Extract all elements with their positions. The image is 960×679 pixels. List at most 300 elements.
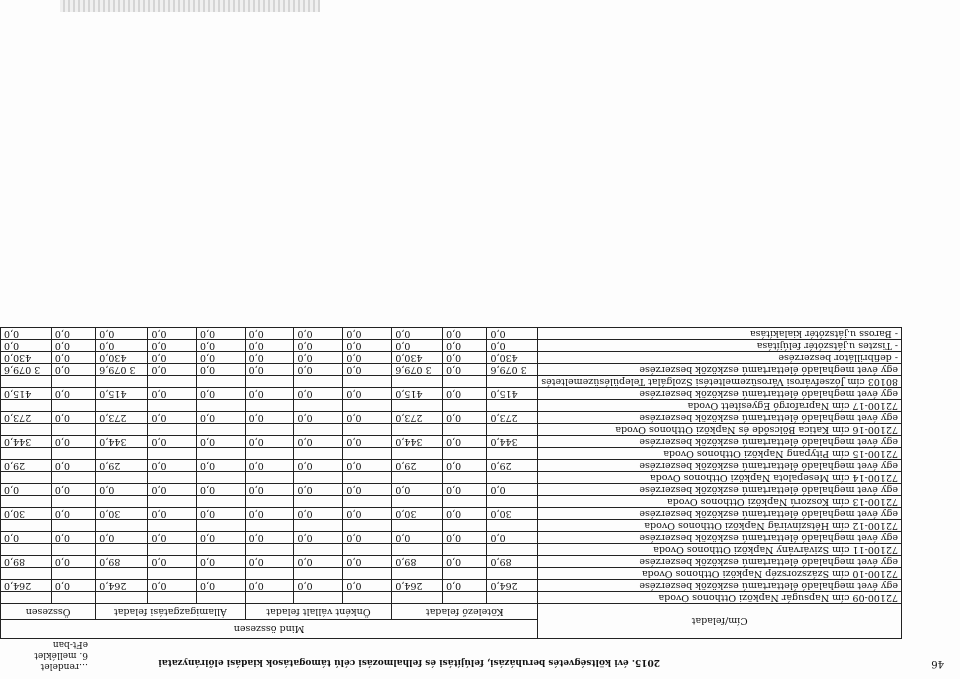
value-cell: 30,0 bbox=[1, 508, 52, 520]
value-cell: 0,0 bbox=[96, 328, 148, 340]
row-label: egy évet meghaladó élettartamú eszközök beszerzése bbox=[538, 364, 902, 376]
value-cell: 89,0 bbox=[487, 556, 538, 568]
empty-cell bbox=[487, 496, 538, 508]
value-cell: 0,0 bbox=[343, 340, 392, 352]
empty-cell bbox=[487, 376, 538, 388]
empty-cell bbox=[343, 448, 392, 460]
value-cell: 0,0 bbox=[245, 532, 294, 544]
value-cell: 0,0 bbox=[245, 412, 294, 424]
value-cell: 3 079,6 bbox=[392, 364, 443, 376]
empty-cell bbox=[148, 472, 197, 484]
value-cell: 0,0 bbox=[245, 388, 294, 400]
value-cell: 0,0 bbox=[443, 328, 487, 340]
value-cell: 0,0 bbox=[294, 460, 343, 472]
value-cell: 0,0 bbox=[197, 484, 246, 496]
table-row bbox=[1, 532, 902, 544]
value-cell: 344,0 bbox=[1, 436, 52, 448]
row-label: - Baross u.játszótér kialakítása bbox=[538, 328, 902, 340]
value-cell: 0,0 bbox=[343, 352, 392, 364]
value-cell: 273,0 bbox=[96, 412, 148, 424]
section-title: 72100-10 cím Százszorszép Napközi Otthonos Óvoda bbox=[538, 568, 902, 580]
value-cell: 0,0 bbox=[294, 532, 343, 544]
value-cell: 0,0 bbox=[51, 388, 95, 400]
empty-cell bbox=[392, 400, 443, 412]
row-label: egy évet meghaladó élettartamú eszközök beszerzése bbox=[538, 388, 902, 400]
section-title-row bbox=[1, 424, 902, 436]
value-cell: 0,0 bbox=[294, 388, 343, 400]
empty-cell bbox=[392, 424, 443, 436]
value-cell: 0,0 bbox=[51, 364, 95, 376]
empty-cell bbox=[1, 400, 52, 412]
empty-cell bbox=[245, 496, 294, 508]
value-cell: 430,0 bbox=[1, 352, 52, 364]
value-cell: 0,0 bbox=[148, 352, 197, 364]
section-title-row bbox=[1, 376, 902, 388]
empty-cell bbox=[96, 568, 148, 580]
empty-cell bbox=[245, 568, 294, 580]
value-cell: 3 079,6 bbox=[487, 364, 538, 376]
value-cell: 273,0 bbox=[1, 412, 52, 424]
empty-cell bbox=[487, 544, 538, 556]
value-cell: 0,0 bbox=[443, 388, 487, 400]
column-header-total: Összesen bbox=[1, 604, 96, 620]
empty-cell bbox=[343, 376, 392, 388]
empty-cell bbox=[51, 568, 95, 580]
empty-cell bbox=[51, 592, 95, 604]
value-cell: 0,0 bbox=[245, 556, 294, 568]
value-cell: 0,0 bbox=[1, 532, 52, 544]
value-cell: 0,0 bbox=[148, 484, 197, 496]
value-cell: 0,0 bbox=[392, 484, 443, 496]
empty-cell bbox=[392, 544, 443, 556]
value-cell: 0,0 bbox=[245, 436, 294, 448]
empty-cell bbox=[1, 376, 52, 388]
empty-cell bbox=[487, 448, 538, 460]
empty-cell bbox=[197, 520, 246, 532]
section-title: 72100-12 cím Hétszínvirág Napközi Otthonos Óvoda bbox=[538, 520, 902, 532]
empty-cell bbox=[487, 400, 538, 412]
value-cell: 0,0 bbox=[245, 508, 294, 520]
empty-cell bbox=[1, 544, 52, 556]
empty-cell bbox=[343, 544, 392, 556]
value-cell: 415,0 bbox=[487, 388, 538, 400]
empty-cell bbox=[148, 400, 197, 412]
value-cell: 0,0 bbox=[343, 388, 392, 400]
empty-cell bbox=[197, 424, 246, 436]
empty-cell bbox=[487, 424, 538, 436]
table-row bbox=[1, 388, 902, 400]
value-cell: 0,0 bbox=[148, 556, 197, 568]
table-row bbox=[1, 352, 902, 364]
value-cell: 0,0 bbox=[343, 412, 392, 424]
section-title: 72100-11 cím Szivárvány Napközi Otthonos Óvoda bbox=[538, 544, 902, 556]
value-cell: 0,0 bbox=[294, 508, 343, 520]
section-title-row bbox=[1, 592, 902, 604]
empty-cell bbox=[96, 520, 148, 532]
section-title: 72100-16 cím Katica Bölcsőde és Napközi Otthonos Óvoda bbox=[538, 424, 902, 436]
empty-cell bbox=[443, 544, 487, 556]
value-cell: 0,0 bbox=[392, 328, 443, 340]
value-cell: 0,0 bbox=[96, 484, 148, 496]
value-cell: 430,0 bbox=[96, 352, 148, 364]
empty-cell bbox=[96, 592, 148, 604]
empty-cell bbox=[1, 496, 52, 508]
value-cell: 89,0 bbox=[96, 556, 148, 568]
empty-cell bbox=[148, 424, 197, 436]
value-cell: 0,0 bbox=[443, 412, 487, 424]
value-cell: 0,0 bbox=[294, 364, 343, 376]
empty-cell bbox=[197, 544, 246, 556]
value-cell: 0,0 bbox=[148, 412, 197, 424]
empty-cell bbox=[392, 376, 443, 388]
value-cell: 0,0 bbox=[148, 436, 197, 448]
table-body bbox=[1, 328, 902, 604]
value-cell: 0,0 bbox=[51, 580, 95, 592]
empty-cell bbox=[343, 496, 392, 508]
value-cell: 0,0 bbox=[148, 364, 197, 376]
value-cell: 415,0 bbox=[96, 388, 148, 400]
section-title: 72100-15 cím Pitypang Napközi Otthonos Óvoda bbox=[538, 448, 902, 460]
value-cell: 0,0 bbox=[51, 340, 95, 352]
value-cell: 0,0 bbox=[148, 508, 197, 520]
empty-cell bbox=[294, 472, 343, 484]
value-cell: 0,0 bbox=[245, 352, 294, 364]
value-cell: 344,0 bbox=[392, 436, 443, 448]
empty-cell bbox=[96, 400, 148, 412]
value-cell: 0,0 bbox=[443, 580, 487, 592]
value-cell: 0,0 bbox=[1, 340, 52, 352]
section-title-row bbox=[1, 448, 902, 460]
empty-cell bbox=[294, 376, 343, 388]
value-cell: 0,0 bbox=[51, 532, 95, 544]
empty-cell bbox=[294, 496, 343, 508]
column-header-label: Cím/feladat bbox=[538, 604, 902, 639]
empty-cell bbox=[148, 592, 197, 604]
value-cell: 0,0 bbox=[1, 328, 52, 340]
empty-cell bbox=[443, 592, 487, 604]
value-cell: 0,0 bbox=[245, 328, 294, 340]
column-header-voluntary: Önként vállalt feladat bbox=[245, 604, 392, 620]
table-row bbox=[1, 340, 902, 352]
value-cell: 3 079,6 bbox=[1, 364, 52, 376]
empty-cell bbox=[1, 424, 52, 436]
empty-cell bbox=[392, 448, 443, 460]
empty-cell bbox=[245, 424, 294, 436]
value-cell: 0,0 bbox=[197, 388, 246, 400]
value-cell: 29,0 bbox=[96, 460, 148, 472]
annex-note-line: …rendelet bbox=[40, 661, 88, 671]
empty-cell bbox=[392, 592, 443, 604]
empty-cell bbox=[1, 472, 52, 484]
value-cell: 0,0 bbox=[51, 460, 95, 472]
value-cell: 0,0 bbox=[443, 460, 487, 472]
table-row bbox=[1, 364, 902, 376]
value-cell: 0,0 bbox=[487, 340, 538, 352]
value-cell: 430,0 bbox=[392, 352, 443, 364]
empty-cell bbox=[197, 496, 246, 508]
empty-cell bbox=[294, 400, 343, 412]
empty-cell bbox=[245, 448, 294, 460]
empty-cell bbox=[245, 400, 294, 412]
value-cell: 0,0 bbox=[51, 328, 95, 340]
empty-cell bbox=[294, 544, 343, 556]
column-header-group: Mind összesen bbox=[1, 620, 538, 639]
section-title-row bbox=[1, 568, 902, 580]
section-title-row bbox=[1, 472, 902, 484]
empty-cell bbox=[294, 568, 343, 580]
document-title: 2015. évi költségvetés beruházási, felújítási és felhalmozási célú támogatások kiadási előirányzatai bbox=[158, 657, 660, 667]
empty-cell bbox=[294, 592, 343, 604]
empty-cell bbox=[343, 568, 392, 580]
value-cell: 415,0 bbox=[1, 388, 52, 400]
value-cell: 0,0 bbox=[343, 484, 392, 496]
value-cell: 30,0 bbox=[487, 508, 538, 520]
empty-cell bbox=[443, 448, 487, 460]
value-cell: 0,0 bbox=[294, 484, 343, 496]
appropriations-table bbox=[0, 327, 902, 639]
empty-cell bbox=[443, 400, 487, 412]
empty-cell bbox=[51, 544, 95, 556]
value-cell: 0,0 bbox=[245, 460, 294, 472]
empty-cell bbox=[51, 496, 95, 508]
value-cell: 344,0 bbox=[96, 436, 148, 448]
empty-cell bbox=[443, 376, 487, 388]
value-cell: 0,0 bbox=[343, 328, 392, 340]
page-number: 46 bbox=[931, 658, 944, 669]
empty-cell bbox=[294, 448, 343, 460]
value-cell: 0,0 bbox=[148, 460, 197, 472]
column-header-mandatory: Kötelező feladat bbox=[392, 604, 538, 620]
value-cell: 0,0 bbox=[245, 484, 294, 496]
empty-cell bbox=[51, 520, 95, 532]
value-cell: 0,0 bbox=[294, 556, 343, 568]
empty-cell bbox=[148, 448, 197, 460]
empty-cell bbox=[197, 376, 246, 388]
empty-cell bbox=[245, 544, 294, 556]
value-cell: 0,0 bbox=[343, 460, 392, 472]
value-cell: 273,0 bbox=[392, 412, 443, 424]
value-cell: 0,0 bbox=[197, 580, 246, 592]
value-cell: 29,0 bbox=[1, 460, 52, 472]
table-row bbox=[1, 484, 902, 496]
empty-cell bbox=[148, 376, 197, 388]
value-cell: 0,0 bbox=[392, 532, 443, 544]
value-cell: 0,0 bbox=[96, 532, 148, 544]
empty-cell bbox=[1, 568, 52, 580]
empty-cell bbox=[294, 520, 343, 532]
value-cell: 0,0 bbox=[51, 484, 95, 496]
value-cell: 0,0 bbox=[343, 364, 392, 376]
section-title-row bbox=[1, 544, 902, 556]
empty-cell bbox=[443, 496, 487, 508]
empty-cell bbox=[245, 376, 294, 388]
value-cell: 344,0 bbox=[487, 436, 538, 448]
empty-cell bbox=[51, 400, 95, 412]
empty-cell bbox=[1, 520, 52, 532]
value-cell: 0,0 bbox=[245, 364, 294, 376]
table-row bbox=[1, 556, 902, 568]
value-cell: 0,0 bbox=[51, 352, 95, 364]
row-label: - defibrillátor beszerzése bbox=[538, 352, 902, 364]
section-title: 72100-14 cím Mesepalota Napközi Otthonos Óvoda bbox=[538, 472, 902, 484]
value-cell: 0,0 bbox=[392, 340, 443, 352]
section-title: 72100-13 cím Koszorú Napközi Otthonos Óvoda bbox=[538, 496, 902, 508]
value-cell: 0,0 bbox=[51, 508, 95, 520]
empty-cell bbox=[392, 472, 443, 484]
empty-cell bbox=[148, 544, 197, 556]
empty-cell bbox=[96, 448, 148, 460]
section-title: 80103 cím Józsefvárosi Városüzemeltetési Szolgálat Településüzemeltetés bbox=[538, 376, 902, 388]
empty-cell bbox=[51, 448, 95, 460]
value-cell: 0,0 bbox=[294, 412, 343, 424]
value-cell: 0,0 bbox=[343, 532, 392, 544]
empty-cell bbox=[148, 568, 197, 580]
empty-cell bbox=[245, 592, 294, 604]
value-cell: 415,0 bbox=[392, 388, 443, 400]
empty-cell bbox=[148, 496, 197, 508]
value-cell: 3 079,6 bbox=[96, 364, 148, 376]
value-cell: 0,0 bbox=[443, 532, 487, 544]
section-title-row bbox=[1, 496, 902, 508]
value-cell: 0,0 bbox=[96, 340, 148, 352]
value-cell: 0,0 bbox=[443, 352, 487, 364]
empty-cell bbox=[343, 592, 392, 604]
value-cell: 0,0 bbox=[443, 484, 487, 496]
value-cell: 0,0 bbox=[197, 460, 246, 472]
value-cell: 0,0 bbox=[51, 412, 95, 424]
value-cell: 29,0 bbox=[487, 460, 538, 472]
value-cell: 0,0 bbox=[294, 580, 343, 592]
table-row bbox=[1, 412, 902, 424]
value-cell: 0,0 bbox=[197, 532, 246, 544]
row-label: egy évet meghaladó élettartamú eszközök beszerzése bbox=[538, 508, 902, 520]
empty-cell bbox=[245, 520, 294, 532]
value-cell: 0,0 bbox=[197, 364, 246, 376]
table-row bbox=[1, 436, 902, 448]
empty-cell bbox=[51, 376, 95, 388]
section-title: 72100-09 cím Napsugár Napközi Otthonos Óvoda bbox=[538, 592, 902, 604]
value-cell: 0,0 bbox=[443, 340, 487, 352]
value-cell: 0,0 bbox=[148, 532, 197, 544]
value-cell: 0,0 bbox=[443, 556, 487, 568]
row-label: egy évet meghaladó élettartamú eszközök beszerzése bbox=[538, 436, 902, 448]
column-header-state: Államigazgatási feladat bbox=[96, 604, 245, 620]
value-cell: 0,0 bbox=[294, 436, 343, 448]
value-cell: 0,0 bbox=[487, 532, 538, 544]
table-row bbox=[1, 460, 902, 472]
empty-cell bbox=[96, 472, 148, 484]
empty-cell bbox=[443, 520, 487, 532]
value-cell: 0,0 bbox=[197, 556, 246, 568]
empty-cell bbox=[392, 568, 443, 580]
value-cell: 0,0 bbox=[443, 364, 487, 376]
value-cell: 30,0 bbox=[96, 508, 148, 520]
value-cell: 0,0 bbox=[148, 340, 197, 352]
empty-cell bbox=[96, 376, 148, 388]
value-cell: 0,0 bbox=[343, 436, 392, 448]
value-cell: 0,0 bbox=[245, 580, 294, 592]
value-cell: 0,0 bbox=[294, 328, 343, 340]
row-label: egy évet meghaladó élettartamú eszközök beszerzése bbox=[538, 532, 902, 544]
empty-cell bbox=[96, 496, 148, 508]
value-cell: 0,0 bbox=[197, 352, 246, 364]
empty-cell bbox=[197, 592, 246, 604]
row-label: egy évet meghaladó élettartamú eszközök beszerzése bbox=[538, 460, 902, 472]
empty-cell bbox=[294, 424, 343, 436]
value-cell: 0,0 bbox=[148, 580, 197, 592]
value-cell: 0,0 bbox=[148, 328, 197, 340]
section-title: 72100-17 cím Napraforgó Egyesített Óvoda bbox=[538, 400, 902, 412]
value-cell: 0,0 bbox=[245, 340, 294, 352]
row-label: egy évet meghaladó élettartamú eszközök beszerzése bbox=[538, 556, 902, 568]
empty-cell bbox=[1, 448, 52, 460]
empty-cell bbox=[392, 496, 443, 508]
empty-cell bbox=[487, 592, 538, 604]
value-cell: 264,0 bbox=[392, 580, 443, 592]
value-cell: 0,0 bbox=[443, 508, 487, 520]
annex-note-line: eFt-ban bbox=[52, 639, 88, 649]
row-label: egy évet meghaladó élettartamú eszközök beszerzése bbox=[538, 484, 902, 496]
value-cell: 0,0 bbox=[197, 340, 246, 352]
value-cell: 0,0 bbox=[343, 556, 392, 568]
empty-cell bbox=[197, 400, 246, 412]
value-cell: 0,0 bbox=[197, 508, 246, 520]
annex-note bbox=[18, 638, 88, 671]
empty-cell bbox=[443, 472, 487, 484]
empty-cell bbox=[443, 568, 487, 580]
value-cell: 273,0 bbox=[487, 412, 538, 424]
empty-cell bbox=[1, 592, 52, 604]
value-cell: 264,0 bbox=[1, 580, 52, 592]
value-cell: 264,0 bbox=[487, 580, 538, 592]
value-cell: 0,0 bbox=[197, 412, 246, 424]
empty-cell bbox=[51, 472, 95, 484]
table-row bbox=[1, 508, 902, 520]
value-cell: 0,0 bbox=[487, 484, 538, 496]
empty-cell bbox=[51, 424, 95, 436]
scan-noise bbox=[60, 0, 320, 12]
empty-cell bbox=[343, 424, 392, 436]
value-cell: 30,0 bbox=[392, 508, 443, 520]
value-cell: 0,0 bbox=[487, 328, 538, 340]
empty-cell bbox=[96, 424, 148, 436]
empty-cell bbox=[487, 520, 538, 532]
value-cell: 0,0 bbox=[343, 580, 392, 592]
row-label: egy évet meghaladó élettartamú eszközök beszerzése bbox=[538, 580, 902, 592]
value-cell: 29,0 bbox=[392, 460, 443, 472]
value-cell: 89,0 bbox=[392, 556, 443, 568]
value-cell: 264,0 bbox=[96, 580, 148, 592]
value-cell: 0,0 bbox=[294, 352, 343, 364]
empty-cell bbox=[148, 520, 197, 532]
value-cell: 430,0 bbox=[487, 352, 538, 364]
row-label: egy évet meghaladó élettartamú eszközök beszerzése bbox=[538, 412, 902, 424]
section-title-row bbox=[1, 400, 902, 412]
value-cell: 0,0 bbox=[294, 340, 343, 352]
value-cell: 0,0 bbox=[51, 436, 95, 448]
empty-cell bbox=[443, 424, 487, 436]
empty-cell bbox=[197, 448, 246, 460]
empty-cell bbox=[343, 472, 392, 484]
annex-note-line: 6. melléklet bbox=[34, 650, 88, 660]
table-row bbox=[1, 328, 902, 340]
empty-cell bbox=[392, 520, 443, 532]
table-row bbox=[1, 580, 902, 592]
empty-cell bbox=[96, 544, 148, 556]
empty-cell bbox=[343, 520, 392, 532]
empty-cell bbox=[487, 472, 538, 484]
value-cell: 0,0 bbox=[148, 388, 197, 400]
